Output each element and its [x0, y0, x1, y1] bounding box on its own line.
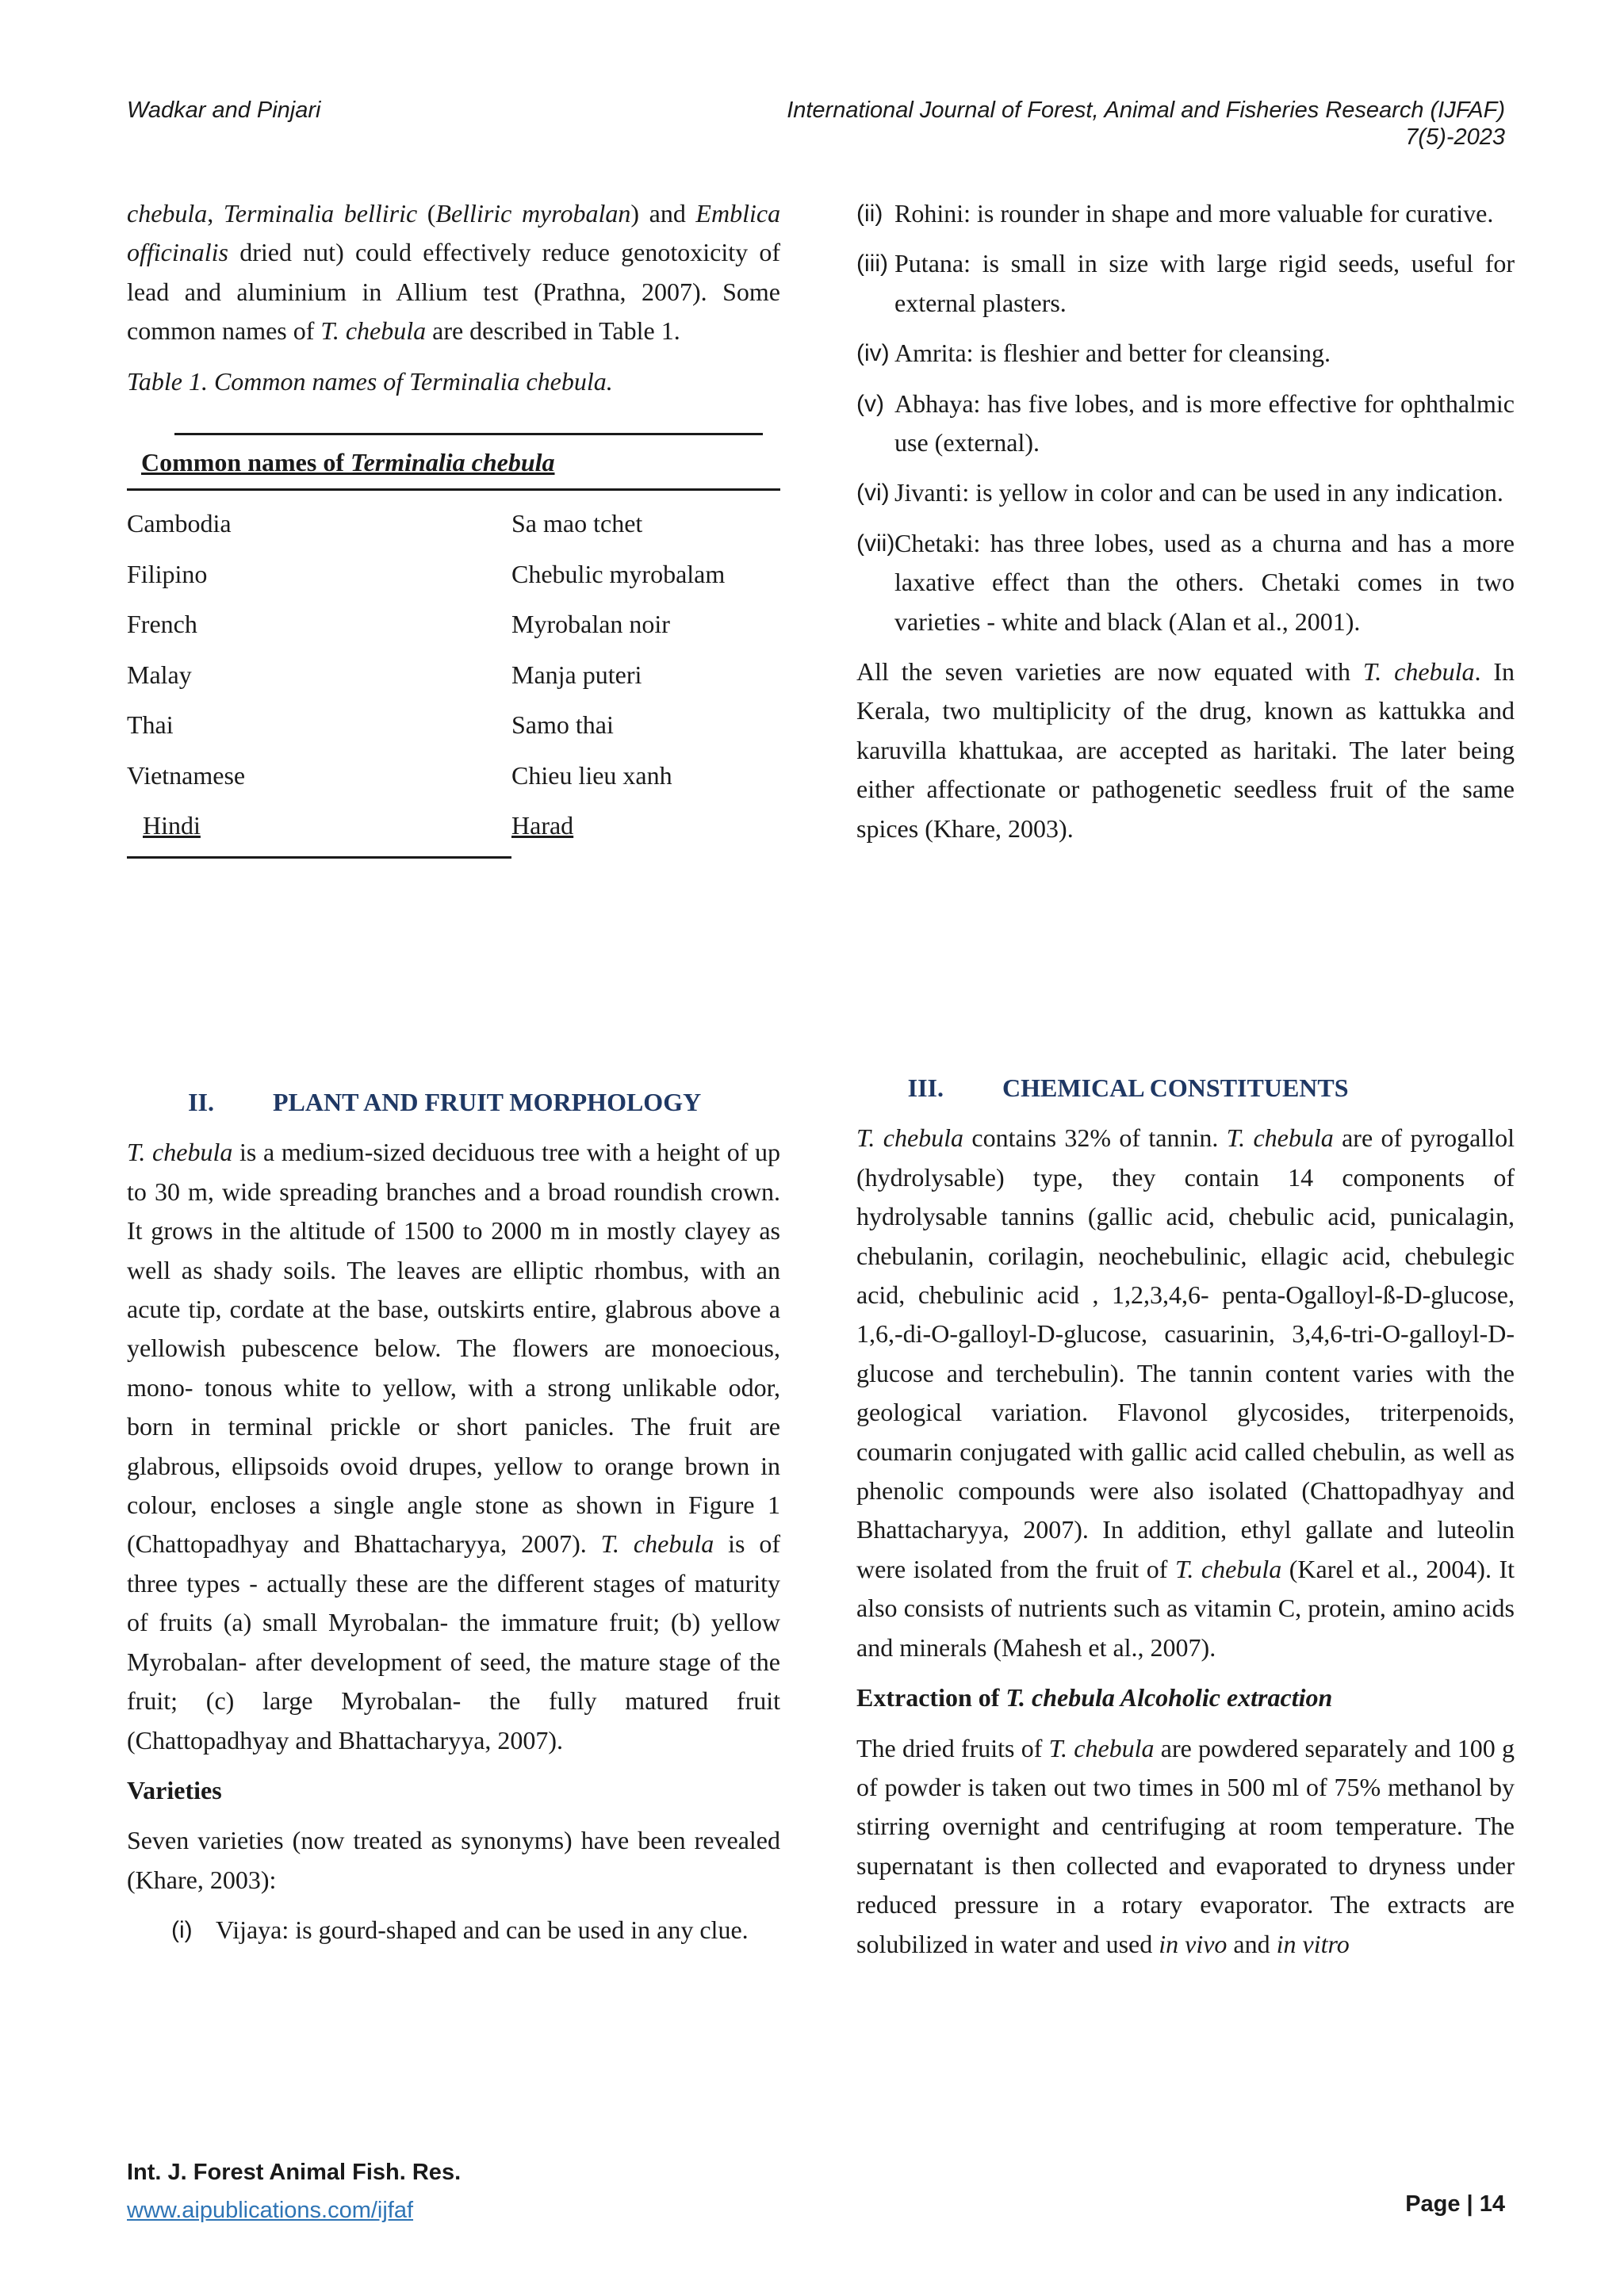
intro-paragraph: chebula, Terminalia belliric (Belliric myrobalan) and Emblica officinalis dried nut) could effectively reduce genotoxicity of lead and aluminium in Allium test (Prathna, 2007). Some common names of T. chebula are described in Table 1. [127, 199, 781, 346]
footer-left [127, 2153, 461, 2229]
table-row: Thai Samo thai [127, 710, 614, 740]
footer-journal-abbr: Int. J. Forest Animal Fish. Res. [127, 2160, 462, 2185]
table-row: Cambodia Sa mao tchet [127, 509, 643, 538]
variety-item: (i) Vijaya: is gourd-shaped and can be used in any clue. [171, 1915, 749, 1945]
table-header: Common names of Terminalia chebula [141, 448, 555, 477]
running-header-journal [633, 97, 1505, 151]
left-column-top [127, 194, 780, 859]
table-row: Malay Manja puteri [127, 660, 642, 689]
common-names-table [127, 433, 780, 859]
table-top-rule [174, 433, 763, 435]
extraction-heading: Extraction of T. chebula Alcoholic extraction [856, 1683, 1333, 1712]
variety-item: (vii) Chetaki: has three lobes, used as a churna and has a more laxative effect than the others. Chetaki comes in two varieties - white and black (Alan et al., 2001). [856, 528, 1515, 636]
section-heading-morphology: II. PLANT AND FRUIT MORPHOLOGY [188, 1088, 702, 1116]
table-bottom-rule [127, 856, 511, 859]
right-column-top [856, 194, 1515, 859]
page-number: Page | 14 [1405, 2191, 1505, 2217]
table-caption: Table 1. Common names of Terminalia chebula. [127, 366, 613, 396]
table-row: Hindi Harad [143, 811, 574, 840]
journal-title: International Journal of Forest, Animal and Fisheries Research (IJFAF) [787, 98, 1505, 123]
right-column-bottom [856, 1069, 1515, 1975]
variety-item: (vi) Jivanti: is yellow in color and can be used in any indication. [856, 478, 1503, 507]
footer-url-link[interactable]: www.aipublications.com/ijfaf [127, 2198, 414, 2223]
extraction-paragraph: The dried fruits of T. chebula are powdered separately and 100 g of powder is taken out two times in 500 ml of 75% methanol by stirring overnight and centrifuging at room temperature. The supernatant is then collected and evaporated to dryness under reduced pressure in a rotary evaporator. The extracts are solubilized in water and used in vivo and in vitro [856, 1733, 1515, 1958]
morphology-paragraph: T. chebula is a medium-sized deciduous tree with a height of up to 30 m, wide spreading branches and a broad roundish crown. It grows in the altitude of 1500 to 2000 m in mostly clayey as well as shady soils. The leaves are elliptic rhombus, with an acute tip, cordate at the base, outskirts entire, glabrous above a yellowish pubescence below. The flowers are monoecious, mono- tonous white to yellow, with a strong unlikable odor, born in terminal prickle or short panicles. The fruit are glabrous, ellipsoids ovoid drupes, yellow to orange brown in colour, encloses a single angle stone as shown in Figure 1 (Chattopadhyay and Bhattacharyya, 2007). T. chebula is of three types - actually these are the different stages of maturity of fruits (a) small Myrobalan- the immature fruit; (b) yellow Myrobalan- after development of seed, the mature stage of the fruit; (c) large Myrobalan- the fully matured fruit (Chattopadhyay and Bhattacharyya, 2007). [127, 1138, 781, 1755]
variety-item: (ii) Rohini: is rounder in shape and more valuable for curative. [856, 199, 1494, 228]
running-header-authors: Wadkar and Pinjari [127, 98, 321, 123]
varieties-intro-paragraph: Seven varieties (now treated as synonyms) have been revealed (Khare, 2003): [127, 1826, 780, 1894]
variety-item: (iv) Amrita: is fleshier and better for cleansing. [856, 339, 1331, 368]
table-row: Vietnamese Chieu lieu xanh [127, 760, 672, 790]
left-column-bottom [127, 1083, 780, 1961]
variety-item: (iii) Putana: is small in size with large rigid seeds, useful for external plasters. [856, 249, 1515, 317]
chemical-paragraph: T. chebula contains 32% of tannin. T. chebula are of pyrogallol (hydrolysable) type, they contain 14 components of hydrolysable tannins (gallic acid, chebulic acid, punicalagin, chebulanin, corilagin, neochebulinic, ellagic acid, chebulegic acid, chebulinic acid , 1,2,3,4,6- penta-Ogalloyl-ß-D-glucose, 1,6,-di-O-galloyl-D-glucose, casuarinin, 3,4,6-tri-O-galloyl-D-glucose and terchebulin). The tannin content varies with the geological variation. Flavonol glycosides, triterpenoids, coumarin conjugated with gallic acid called chebulin, as well as phenolic compounds were also isolated (Chattopadhyay and Bhattacharyya, 2007). In addition, ethyl gallate and luteolin were isolated from the fruit of T. chebula (Karel et al., 2004). It also consists of nutrients such as vitamin C, protein, amino acids and minerals (Mahesh et al., 2007). [856, 1123, 1515, 1662]
varieties-heading: Varieties [127, 1775, 222, 1804]
section-heading-chemical: III. CHEMICAL CONSTITUENTS [907, 1073, 1349, 1102]
journal-issue: 7(5)-2023 [1405, 124, 1505, 150]
table-row: French Myrobalan noir [127, 610, 670, 639]
varieties-summary-paragraph: All the seven varieties are now equated with T. chebula. In Kerala, two multiplicity of the drug, known as kattukka and karuvilla khattukaa, are accepted as haritaki. The later being either affectionate or pathogenetic seedless fruit of the same spices (Khare, 2003). [856, 657, 1515, 843]
table-header-rule [127, 488, 780, 491]
variety-item: (v) Abhaya: has five lobes, and is more effective for ophthalmic use (external). [856, 388, 1515, 457]
table-row: Filipino Chebulic myrobalam [127, 559, 726, 588]
